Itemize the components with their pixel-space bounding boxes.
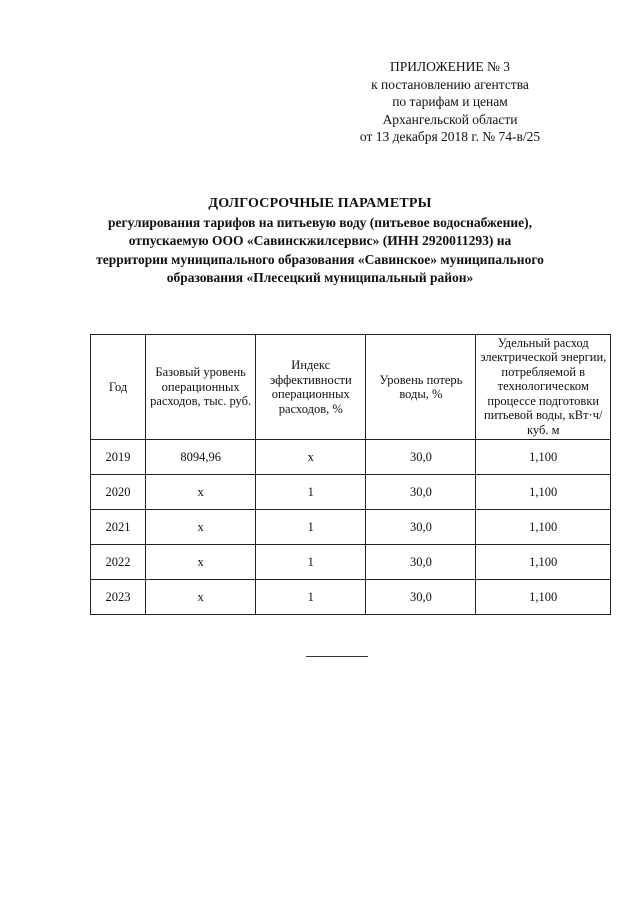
cell-energy-consumption: 1,100 [476,580,611,615]
title-line-3: территории муниципального образования «Савинское» муниципального [96,251,544,267]
cell-water-losses: 30,0 [366,475,476,510]
header-water-losses: Уровень потерь воды, % [366,335,476,440]
cell-base-opex: х [146,580,256,615]
cell-water-losses: 30,0 [366,440,476,475]
cell-year: 2022 [91,545,146,580]
header-efficiency-index: Индекс эффективности операционных расходов, % [256,335,366,440]
table-row [91,510,611,545]
appendix-line-agency: по тарифам и ценам [392,94,508,109]
header-energy-consumption: Удельный расход электрической энергии, потребляемой в технологическом процессе подготовки питьевой воды, кВт·ч/куб. м [476,335,611,440]
appendix-line-resolution: к постановлению агентства [371,76,529,92]
cell-base-opex: 8094,96 [146,440,256,475]
table-row [91,545,611,580]
table-row [91,475,611,510]
title-line-2: отпускаемую ООО «Савинскжилсервис» (ИНН 2920011293) на [128,233,512,248]
cell-water-losses: 30,0 [366,580,476,615]
cell-efficiency-index: 1 [256,475,366,510]
cell-energy-consumption: 1,100 [476,440,611,475]
cell-year: 2023 [91,580,146,615]
cell-year: 2020 [91,475,146,510]
cell-water-losses: 30,0 [366,510,476,545]
title-line-1: регулирования тарифов на питьевую воду (питьевое водоснабжение), [107,214,533,230]
header-base-opex: Базовый уровень операционных расходов, тыс. руб. [146,335,256,440]
table-header-row [91,335,611,440]
cell-year: 2019 [91,440,146,475]
header-year: Год [91,335,146,440]
cell-energy-consumption: 1,100 [476,510,611,545]
parameters-table [90,334,611,615]
title-main: ДОЛГОСРОЧНЫЕ ПАРАМЕТРЫ [208,196,432,211]
cell-energy-consumption: 1,100 [476,545,611,580]
appendix-number: ПРИЛОЖЕНИЕ № 3 [389,59,511,74]
table-row [91,580,611,615]
cell-efficiency-index: х [256,440,366,475]
cell-efficiency-index: 1 [256,510,366,545]
cell-energy-consumption: 1,100 [476,475,611,510]
appendix-header [330,58,570,146]
cell-base-opex: х [146,545,256,580]
cell-efficiency-index: 1 [256,545,366,580]
table-row [91,440,611,475]
cell-base-opex: х [146,510,256,545]
cell-water-losses: 30,0 [366,545,476,580]
document-title [60,195,580,288]
cell-efficiency-index: 1 [256,580,366,615]
appendix-line-region: Архангельской области [382,111,518,127]
appendix-line-date: от 13 декабря 2018 г. № 74-в/25 [359,129,541,144]
cell-year: 2021 [91,510,146,545]
closing-divider [306,656,368,657]
cell-base-opex: х [146,475,256,510]
title-line-4: образования «Плесецкий муниципальный район» [166,270,474,285]
